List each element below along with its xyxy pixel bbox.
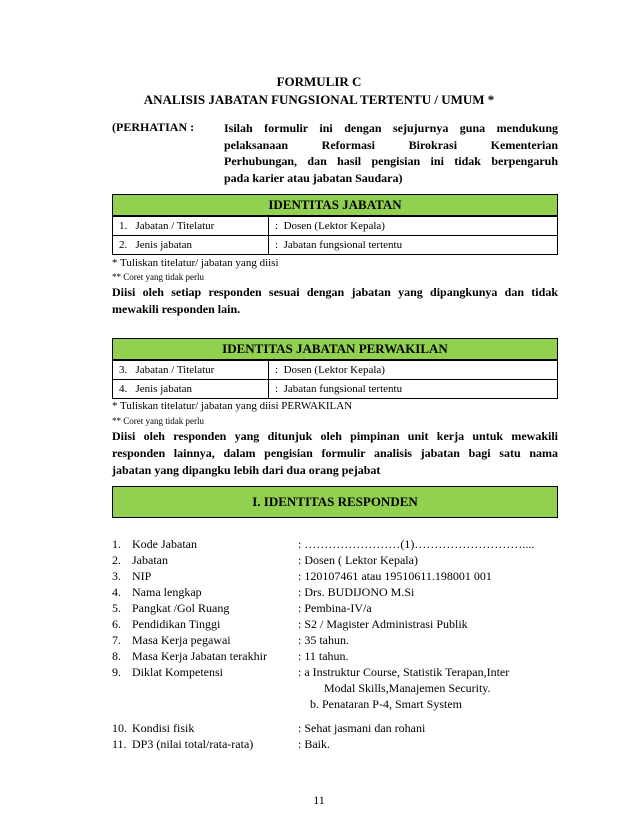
- identitas-jabatan-table: [112, 216, 558, 255]
- instruction-line: Diisi oleh responden yang ditunjuk oleh pimpinan unit kerja untuk mewakili: [112, 429, 558, 443]
- footnote: ** Coret yang tidak perlu: [112, 416, 204, 426]
- item-number: 2.: [112, 553, 121, 567]
- identitas-perwakilan-heading: IDENTITAS JABATAN PERWAKILAN: [112, 338, 558, 360]
- item-number: 9.: [112, 665, 121, 679]
- instruction-line: Diisi oleh setiap responden sesuai dengan jabatan yang dipangkunya dan tidak: [112, 285, 558, 299]
- row-number: 4.: [119, 383, 128, 395]
- row-value: Jabatan fungsional tertentu: [283, 239, 403, 251]
- table-cell: [269, 236, 558, 255]
- table-row: [113, 380, 558, 399]
- table-row: [113, 361, 558, 380]
- instruction-line: responden lainnya, dalam pengisian formulir analisis jabatan bagi satu nama: [112, 446, 558, 460]
- perhatian-line: Perhubungan, dan hasil pengisian ini tidak berpengaruh: [224, 154, 558, 168]
- item-label: Pendidikan Tinggi: [132, 617, 221, 631]
- row-colon: :: [275, 364, 279, 376]
- table-cell: [113, 380, 269, 399]
- item-number: 1.: [112, 537, 121, 551]
- table-cell: [269, 361, 558, 380]
- instruction-line: jabatan yang dipangku lebih dari dua orang pejabat: [112, 463, 381, 477]
- item-value: : Dosen ( Lektor Kepala): [298, 553, 418, 567]
- item-label: Masa Kerja Jabatan terakhir: [132, 649, 267, 663]
- perhatian-label: (PERHATIAN :: [112, 120, 195, 134]
- form-title: FORMULIR C: [276, 74, 362, 89]
- row-label: Jabatan / Titelatur: [135, 364, 215, 376]
- item-number: 4.: [112, 585, 121, 599]
- table-row: [113, 217, 558, 236]
- item-number: 8.: [112, 649, 121, 663]
- table-cell: [113, 361, 269, 380]
- footnote: * Tuliskan titelatur/ jabatan yang diisi PERWAKILAN: [112, 400, 353, 412]
- item-label: Nama lengkap: [132, 585, 202, 599]
- footnote: ** Coret yang tidak perlu: [112, 272, 204, 282]
- item-label: Masa Kerja pegawai: [132, 633, 231, 647]
- perhatian-line: pelaksanaan Reformasi Birokrasi Kementerian: [224, 137, 558, 152]
- row-colon: :: [275, 239, 279, 251]
- item-value: : Sehat jasmani dan rohani: [298, 721, 426, 735]
- item-value: : S2 / Magister Administrasi Publik: [298, 617, 468, 631]
- item-number: 11.: [112, 737, 127, 751]
- table-cell: [269, 217, 558, 236]
- item-value: : Drs. BUDIJONO M.Si: [298, 585, 415, 599]
- page-number: 11: [313, 793, 325, 807]
- perhatian-line: Isilah formulir ini dengan sejujurnya guna mendukung: [224, 121, 558, 135]
- item-number: 5.: [112, 601, 121, 615]
- instruction-text: [112, 428, 558, 479]
- table-row: [113, 236, 558, 255]
- item-value: : 11 tahun.: [298, 649, 349, 663]
- table-cell: [113, 236, 269, 255]
- item-value: : Baik.: [298, 737, 330, 751]
- item-value: : 35 tahun.: [298, 633, 349, 647]
- item-label: Diklat Kompetensi: [132, 665, 223, 679]
- item-value: : ……………………(1)………………………....: [298, 537, 535, 551]
- item-value: Modal Skills,Manajemen Security.: [324, 681, 491, 695]
- item-label: DP3 (nilai total/rata-rata): [132, 737, 254, 751]
- row-label: Jabatan / Titelatur: [135, 220, 215, 232]
- table-cell: [269, 380, 558, 399]
- row-number: 1.: [119, 220, 128, 232]
- item-label: Kondisi fisik: [132, 721, 195, 735]
- instruction-text: [112, 284, 558, 318]
- item-value: : a Instruktur Course, Statistik Terapan,Inter: [298, 665, 510, 679]
- footnote: * Tuliskan titelatur/ jabatan yang diisi: [112, 257, 279, 269]
- item-label: NIP: [132, 569, 152, 583]
- identitas-jabatan-heading: IDENTITAS JABATAN: [112, 194, 558, 216]
- identitas-perwakilan-table: [112, 360, 558, 399]
- item-label: Jabatan: [132, 553, 168, 567]
- row-value: Dosen (Lektor Kepala): [283, 364, 385, 376]
- form-subtitle: ANALISIS JABATAN FUNGSIONAL TERTENTU / UMUM *: [143, 92, 495, 107]
- instruction-line: mewakili responden lain.: [112, 302, 241, 316]
- row-label: Jenis jabatan: [135, 383, 193, 395]
- item-value: b. Penataran P-4, Smart System: [310, 697, 462, 711]
- row-colon: :: [275, 383, 279, 395]
- item-label: Kode Jabatan: [132, 537, 197, 551]
- item-number: 3.: [112, 569, 121, 583]
- row-value: Dosen (Lektor Kepala): [283, 220, 385, 232]
- item-number: 10.: [112, 721, 127, 735]
- item-value: : Pembina-IV/a: [298, 601, 372, 615]
- row-label: Jenis jabatan: [135, 239, 193, 251]
- perhatian-line: pada karier atau jabatan Saudara): [224, 170, 403, 185]
- identitas-responden-heading: I. IDENTITAS RESPONDEN: [112, 486, 558, 518]
- row-number: 3.: [119, 364, 128, 376]
- item-number: 6.: [112, 617, 121, 631]
- item-number: 7.: [112, 633, 121, 647]
- row-number: 2.: [119, 239, 128, 251]
- row-value: Jabatan fungsional tertentu: [283, 383, 403, 395]
- row-colon: :: [275, 220, 279, 232]
- item-label: Pangkat /Gol Ruang: [132, 601, 230, 615]
- item-value: : 120107461 atau 19510611.198001 001: [298, 569, 492, 583]
- table-cell: [113, 217, 269, 236]
